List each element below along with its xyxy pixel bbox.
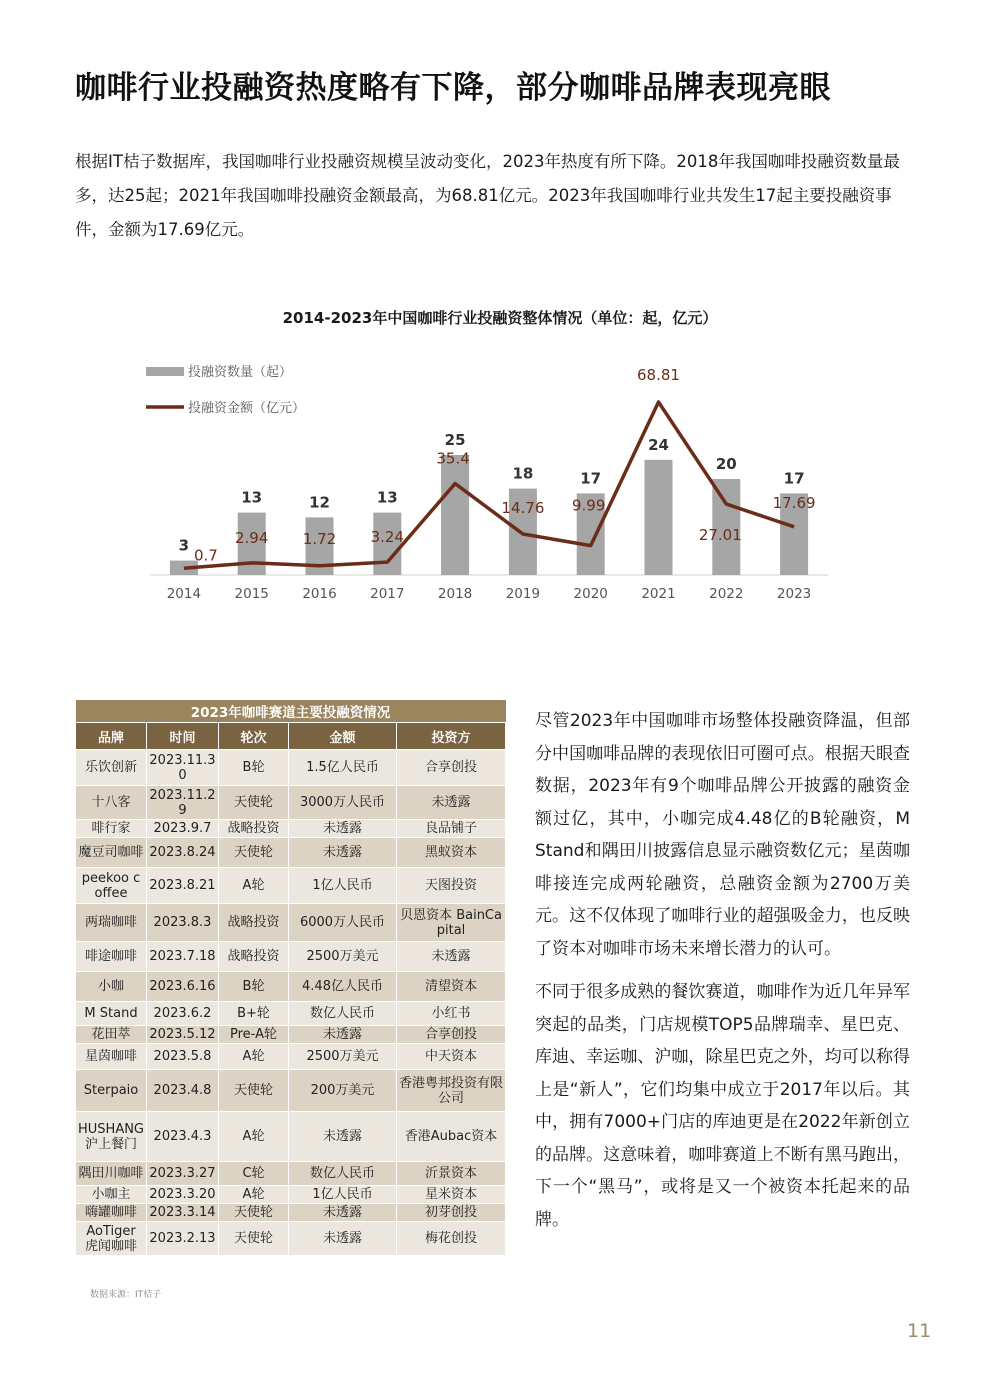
table-cell: 十八客 — [76, 786, 147, 820]
table-cell: 数亿人民币 — [289, 1002, 397, 1026]
bar-label-2023: 17 — [783, 469, 805, 488]
table-cell: 4.48亿人民币 — [289, 972, 397, 1002]
table-cell: 战略投资 — [219, 820, 289, 838]
table-row — [76, 1070, 506, 1112]
table-header-cell: 投资方 — [397, 723, 506, 750]
table-cell: 2500万美元 — [289, 942, 397, 972]
line-label-2015: 2.94 — [234, 528, 269, 547]
table-cell: 小咖 — [76, 972, 147, 1002]
page-title: 咖啡行业投融资热度略有下降，部分咖啡品牌表现亮眼 — [75, 70, 831, 106]
x-tick-2021: 2021 — [641, 586, 676, 602]
table-cell: 天使轮 — [219, 838, 289, 868]
table-header-cell: 金额 — [289, 723, 397, 750]
table-row — [76, 786, 506, 820]
legend-label-amount: 投融资金额（亿元） — [188, 401, 306, 416]
line-label-2022: 27.01 — [698, 526, 742, 545]
table-cell: 2023.5.12 — [147, 1026, 219, 1044]
line-label-2018: 35.4 — [436, 449, 470, 468]
table-cell: 未透露 — [289, 1204, 397, 1222]
table-cell: 星茵咖啡 — [76, 1044, 147, 1070]
bar-label-2018: 25 — [444, 431, 466, 449]
table-cell: 未透露 — [289, 1222, 397, 1256]
table-cell: 2023.4.3 — [147, 1112, 219, 1162]
line-label-2019: 14.76 — [501, 498, 545, 517]
table-cell: 星米资本 — [397, 1186, 506, 1204]
table-cell: 合享创投 — [397, 1026, 506, 1044]
table-cell: 天使轮 — [219, 786, 289, 820]
table-cell: 中天资本 — [397, 1044, 506, 1070]
table-header-cell: 轮次 — [219, 723, 289, 750]
table-cell: 1.5亿人民币 — [289, 750, 397, 786]
table-row — [76, 750, 506, 786]
bar-label-2017: 13 — [376, 488, 398, 507]
table-row — [76, 972, 506, 1002]
table-cell: A轮 — [219, 868, 289, 904]
table-cell: 未透露 — [289, 838, 397, 868]
table-cell: 香港粤邦投资有限公司 — [397, 1070, 506, 1112]
table-cell: 2023.8.21 — [147, 868, 219, 904]
table-cell: 香港Aubac资本 — [397, 1112, 506, 1162]
table-cell: A轮 — [219, 1044, 289, 1070]
table-cell: 2023.7.18 — [147, 942, 219, 972]
table-cell: 未透露 — [289, 820, 397, 838]
table-cell: 2023.2.13 — [147, 1222, 219, 1256]
table-cell: 啡行家 — [76, 820, 147, 838]
bar-label-2016: 12 — [309, 493, 330, 512]
intro-paragraph: 根据IT桔子数据库，我国咖啡行业投融资规模呈波动变化，2023年热度有所下降。2018年我国咖啡投融资数量最多，达25起；2021年我国咖啡投融资金额最高，为68.81亿元。2023年我国咖啡行业共发生17起主要投融资事件，金额为17.69亿元。 — [75, 152, 900, 239]
table-caption: 2023年咖啡赛道主要投融资情况 — [76, 700, 506, 723]
table-cell: 2023.3.14 — [147, 1204, 219, 1222]
chart-title: 2014-2023年中国咖啡行业投融资整体情况（单位：起，亿元） — [282, 309, 718, 327]
line-label-2016: 1.72 — [302, 529, 337, 548]
table-cell: 2023.3.20 — [147, 1186, 219, 1204]
investment-table-wrapper — [75, 700, 505, 1256]
bar-label-2022: 20 — [715, 455, 737, 473]
table-row — [76, 1204, 506, 1222]
table-row — [76, 1002, 506, 1026]
table-cell: HUSHANG 沪上餐门 — [76, 1112, 147, 1162]
x-tick-2018: 2018 — [437, 586, 473, 602]
table-cell: 小红书 — [397, 1002, 506, 1026]
table-cell: 清望资本 — [397, 972, 506, 1002]
data-source: 数据来源：IT桔子 — [90, 1290, 162, 1300]
bar-label-2020: 17 — [580, 469, 602, 488]
table-cell: 2023.11.30 — [147, 750, 219, 786]
table-cell: 2023.5.8 — [147, 1044, 219, 1070]
table-cell: 200万美元 — [289, 1070, 397, 1112]
x-tick-2014: 2014 — [166, 586, 202, 602]
table-cell: 战略投资 — [219, 942, 289, 972]
bar-label-2015: 13 — [241, 488, 263, 507]
table-cell: AoTiger 虎闻咖啡 — [76, 1222, 147, 1256]
table-row — [76, 942, 506, 972]
table-cell: A轮 — [219, 1112, 289, 1162]
x-tick-2017: 2017 — [370, 586, 405, 602]
table-cell: Sterpaio — [76, 1070, 147, 1112]
table-cell: 合享创投 — [397, 750, 506, 786]
line-label-2021: 68.81 — [637, 366, 680, 384]
investment-table — [75, 700, 506, 1256]
table-cell: 未透露 — [289, 1112, 397, 1162]
table-cell: 2023.6.2 — [147, 1002, 219, 1026]
table-cell: Pre-A轮 — [219, 1026, 289, 1044]
table-row — [76, 1026, 506, 1044]
line-label-2020: 9.99 — [571, 496, 606, 515]
investment-chart — [140, 345, 840, 615]
line-label-2023: 17.69 — [772, 493, 816, 512]
x-tick-2016: 2016 — [302, 586, 337, 602]
table-cell: 战略投资 — [219, 904, 289, 942]
table-cell: M Stand — [76, 1002, 147, 1026]
table-cell: 2500万美元 — [289, 1044, 397, 1070]
table-cell: 未透露 — [397, 942, 506, 972]
table-cell: 2023.11.29 — [147, 786, 219, 820]
table-cell: 天使轮 — [219, 1204, 289, 1222]
bar-2021 — [645, 460, 673, 575]
table-cell: 小咖主 — [76, 1186, 147, 1204]
table-cell: 2023.3.27 — [147, 1162, 219, 1186]
bar-2018 — [441, 455, 469, 575]
table-cell: 嗨罐咖啡 — [76, 1204, 147, 1222]
table-row — [76, 1044, 506, 1070]
table-cell: 魔豆司咖啡 — [76, 838, 147, 868]
table-cell: B轮 — [219, 750, 289, 786]
table-cell: 乐饮创新 — [76, 750, 147, 786]
table-cell: 6000万人民币 — [289, 904, 397, 942]
table-cell: 数亿人民币 — [289, 1162, 397, 1186]
bar-label-2019: 18 — [512, 464, 534, 483]
table-cell: 啡途咖啡 — [76, 942, 147, 972]
page-number: 11 — [907, 1320, 932, 1342]
table-cell: 2023.8.24 — [147, 838, 219, 868]
table-cell: B+轮 — [219, 1002, 289, 1026]
table-cell: 贝恩资本 BainCapital — [397, 904, 506, 942]
x-tick-2020: 2020 — [573, 586, 608, 602]
body-paragraph-1: 尽管2023年中国咖啡市场整体投融资降温，但部分中国咖啡品牌的表现依旧可圈可点。根据天眼查数据，2023年有9个咖啡品牌公开披露的融资金额过亿，其中，小咖完成4.48亿的B轮融资，M Stand和隅田川披露信息显示融资数亿元；星茵咖啡接连完成两轮融资，总融资金额为2700万美元。这不仅体现了咖啡行业的超强吸金力，也反映了资本对咖啡市场未来增长潜力的认可。 — [535, 711, 910, 959]
legend-label-count: 投融资数量（起） — [188, 365, 293, 380]
table-row — [76, 1162, 506, 1186]
x-tick-2015: 2015 — [234, 586, 269, 602]
table-cell: 天使轮 — [219, 1070, 289, 1112]
table-cell: peekoo coffee — [76, 868, 147, 904]
table-cell: B轮 — [219, 972, 289, 1002]
x-tick-2023: 2023 — [776, 586, 812, 602]
line-label-2014: 0.7 — [193, 546, 218, 565]
x-tick-2019: 2019 — [505, 586, 541, 602]
table-cell: 隅田川咖啡 — [76, 1162, 147, 1186]
table-cell: 良品铺子 — [397, 820, 506, 838]
table-cell: 2023.9.7 — [147, 820, 219, 838]
x-tick-2022: 2022 — [709, 586, 744, 602]
table-cell: 1亿人民币 — [289, 868, 397, 904]
table-cell: 梅花创投 — [397, 1222, 506, 1256]
table-cell: 沂景资本 — [397, 1162, 506, 1186]
table-row — [76, 838, 506, 868]
table-cell: 2023.8.3 — [147, 904, 219, 942]
table-row — [76, 904, 506, 942]
table-cell: 两瑞咖啡 — [76, 904, 147, 942]
table-cell: 2023.4.8 — [147, 1070, 219, 1112]
legend-swatch-count — [146, 367, 184, 376]
table-row — [76, 868, 506, 904]
bar-label-2014: 3 — [178, 536, 190, 555]
table-cell: 2023.6.16 — [147, 972, 219, 1002]
table-cell: 未透露 — [289, 1026, 397, 1044]
table-cell: C轮 — [219, 1162, 289, 1186]
body-paragraph-2: 不同于很多成熟的餐饮赛道，咖啡作为近几年异军突起的品类，门店规模TOP5品牌瑞幸、星巴克、库迪、幸运咖、沪咖，除星巴克之外，均可以称得上是“新人”，它们均集中成立于2017年以后。其中，拥有7000+门店的库迪更是在2022年新创立的品牌。这意味着，咖啡赛道上不断有黑马跑出，下一个“黑马”，或将是又一个被资本托起来的品牌。 — [535, 982, 910, 1230]
table-cell: A轮 — [219, 1186, 289, 1204]
table-cell: 初芽创投 — [397, 1204, 506, 1222]
table-cell: 1亿人民币 — [289, 1186, 397, 1204]
right-column-text — [535, 705, 910, 1247]
table-header-cell: 时间 — [147, 723, 219, 750]
table-row — [76, 1112, 506, 1162]
line-label-2017: 3.24 — [370, 528, 405, 547]
table-header-cell: 品牌 — [76, 723, 147, 750]
table-cell: 花田萃 — [76, 1026, 147, 1044]
table-row — [76, 1222, 506, 1256]
table-cell: 黑蚁资本 — [397, 838, 506, 868]
table-row — [76, 1186, 506, 1204]
table-cell: 天使轮 — [219, 1222, 289, 1256]
table-cell: 3000万人民币 — [289, 786, 397, 820]
table-cell: 天图投资 — [397, 868, 506, 904]
bar-label-2021: 24 — [648, 435, 669, 454]
table-cell: 未透露 — [397, 786, 506, 820]
table-row — [76, 820, 506, 838]
